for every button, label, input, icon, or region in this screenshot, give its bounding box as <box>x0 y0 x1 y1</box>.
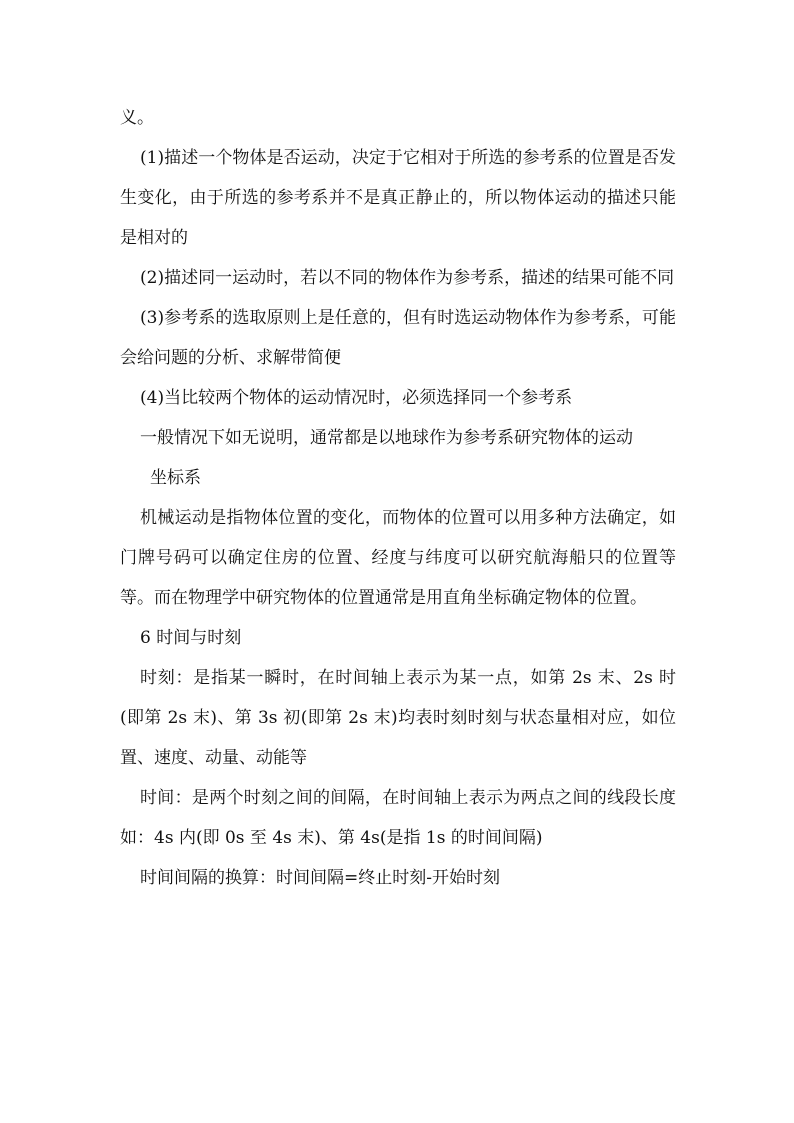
paragraph-moment-definition: 时刻：是指某一瞬时，在时间轴上表示为某一点，如第 2s 末、2s 时(即第 2s 末)、第 3s 初(即第 2s 末)均表时刻时刻与状态量相对应，如位置、速度、动量、动能等 <box>120 668 676 768</box>
paragraph-point-4: (4)当比较两个物体的运动情况时，必须选择同一个参考系 <box>140 388 573 408</box>
document-body <box>120 98 676 898</box>
paragraph-time-definition: 时间：是两个时刻之间的间隔，在时间轴上表示为两点之间的线段长度如：4s 内(即 0s 至 4s 末)、第 4s(是指 1s 的时间间隔) <box>120 788 676 848</box>
paragraph-continuation: 义。 <box>120 108 154 128</box>
paragraph-time-interval-conversion: 时间间隔的换算：时间间隔=终止时刻-开始时刻 <box>140 868 500 888</box>
section-heading-coordinate-system: 坐标系 <box>150 468 201 488</box>
section-heading-time-and-moment: 6 时间与时刻 <box>140 628 242 648</box>
paragraph-general-note: 一般情况下如无说明，通常都是以地球作为参考系研究物体的运动 <box>140 428 633 448</box>
paragraph-point-2: (2)描述同一运动时，若以不同的物体作为参考系，描述的结果可能不同 <box>140 268 675 288</box>
paragraph-point-3: (3)参考系的选取原则上是任意的，但有时选运动物体作为参考系，可能会给问题的分析、求解带简便 <box>120 308 676 368</box>
paragraph-mechanical-motion: 机械运动是指物体位置的变化，而物体的位置可以用多种方法确定，如门牌号码可以确定住房的位置、经度与纬度可以研究航海船只的位置等等。而在物理学中研究物体的位置通常是用直角坐标确定物体的位置。 <box>120 508 676 608</box>
paragraph-point-1: (1)描述一个物体是否运动，决定于它相对于所选的参考系的位置是否发生变化，由于所选的参考系并不是真正静止的，所以物体运动的描述只能是相对的 <box>120 148 676 248</box>
